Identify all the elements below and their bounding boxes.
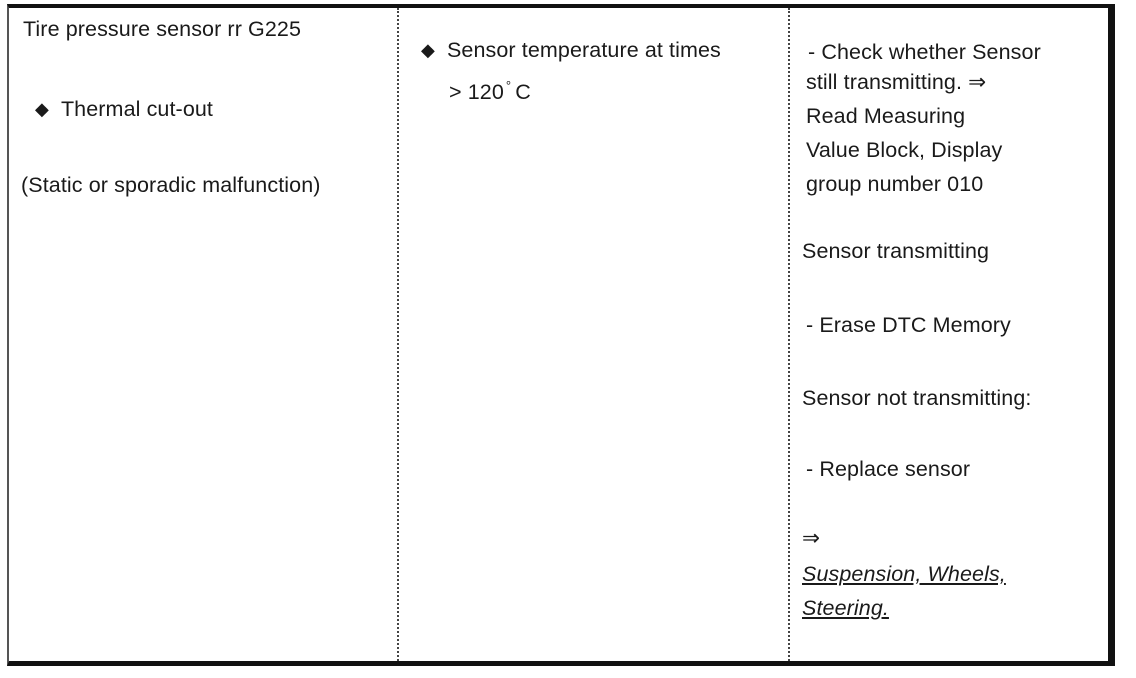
- temperature-unit: C: [515, 80, 531, 104]
- suspension-link-line-1[interactable]: Suspension, Wheels,: [802, 562, 1006, 586]
- sensor-transmitting-label: Sensor transmitting: [802, 239, 990, 263]
- cause-item: [421, 33, 721, 67]
- fault-label: Thermal cut-out: [60, 97, 214, 121]
- malfunction-note: (Static or sporadic malfunction): [21, 173, 321, 197]
- steering-link[interactable]: [802, 591, 889, 625]
- fault-item: [35, 92, 213, 126]
- replace-sensor-step: - Replace sensor: [806, 457, 971, 481]
- arrow-right-icon: ⇒: [802, 526, 821, 550]
- read-line-3: group number 010: [806, 172, 984, 196]
- check-line-2: still transmitting. ⇒: [806, 70, 987, 94]
- suspension-link-line-2[interactable]: Steering.: [802, 596, 889, 620]
- sensor-not-transmitting-label: Sensor not transmitting:: [802, 386, 1032, 410]
- temperature-value: > 120: [449, 80, 504, 104]
- erase-dtc-step: - Erase DTC Memory: [806, 313, 1011, 337]
- check-line-1: - Check whether Sensor: [808, 40, 1041, 64]
- diagnostic-table: [7, 4, 1115, 666]
- cause-line-1: Sensor temperature at times: [446, 38, 721, 62]
- read-line-2: Value Block, Display: [806, 138, 1003, 162]
- diamond-bullet-icon: ◆: [35, 99, 49, 119]
- remedy-column: [788, 8, 1108, 661]
- cause-line-2: [449, 69, 531, 109]
- suspension-link[interactable]: [802, 557, 1006, 591]
- degree-symbol: °: [505, 78, 512, 93]
- cause-column: [397, 8, 790, 661]
- component-column: [9, 8, 397, 661]
- component-title: Tire pressure sensor rr G225: [23, 17, 302, 41]
- diamond-bullet-icon: ◆: [421, 40, 435, 60]
- read-line-1: Read Measuring: [806, 104, 966, 128]
